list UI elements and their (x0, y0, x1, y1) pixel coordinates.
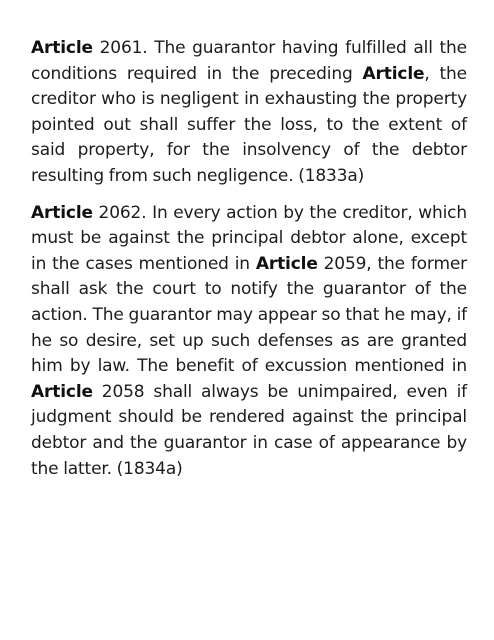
article-keyword: Article (362, 63, 425, 84)
article-keyword: Article (31, 381, 93, 402)
article-2062-text-part-3: 2058 shall always be unimpaired, even if judgment should be rendered against the principal debtor and the guarantor in case of appearance by the latter. (1834a) (31, 381, 467, 479)
article-2062-text-part-1: 2062. In every action by the creditor, which must be against the principal debtor alone, except in the cases mentioned in (31, 202, 467, 274)
article-2062-paragraph (31, 201, 467, 483)
article-keyword: Article (31, 38, 93, 58)
article-keyword: Article (255, 253, 318, 274)
article-2061-text-part-1: 2061. The guarantor having fulfilled all the conditions required in the preceding (31, 38, 467, 84)
article-2061-paragraph (31, 36, 467, 190)
document-page (31, 36, 467, 493)
article-keyword: Article (31, 202, 93, 223)
article-2062-text-part-2: 2059, the former shall ask the court to notify the guarantor of the action. The guarantor may appear so that he may, if he so desire, set up such defenses as are granted him by law. The benefit of excussion mentioned in (31, 253, 468, 377)
article-2061-text-part-2: , the creditor who is negligent in exhausting the property pointed out shall suffer the loss, to the extent of said property, for the insolvency of the debtor resulting from such negligence. (1833a) (31, 63, 467, 186)
